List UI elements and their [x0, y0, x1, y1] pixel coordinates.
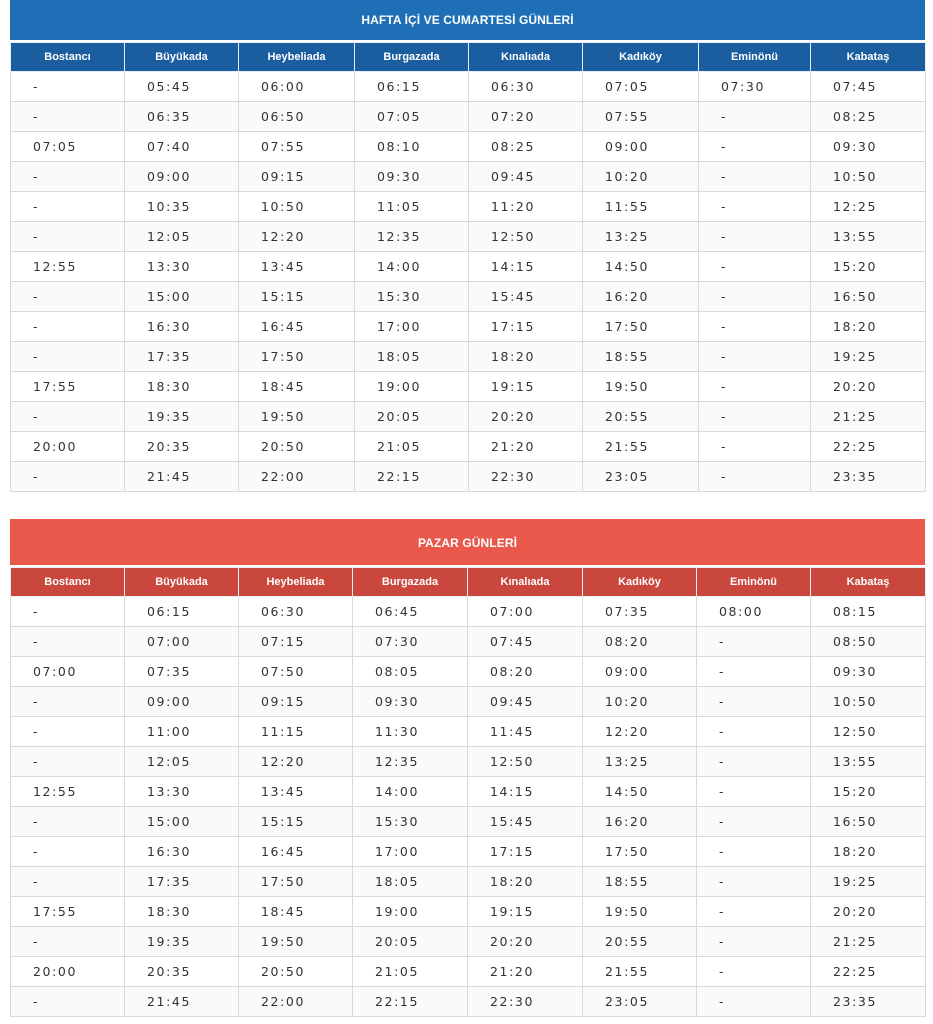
time-cell: - — [697, 987, 811, 1017]
time-cell: 09:00 — [125, 687, 239, 717]
time-cell: 16:45 — [239, 312, 355, 342]
time-cell: 21:05 — [355, 432, 469, 462]
time-cell: 23:35 — [811, 987, 926, 1017]
time-cell: - — [699, 102, 811, 132]
time-cell: 08:10 — [355, 132, 469, 162]
time-cell: - — [699, 192, 811, 222]
time-cell: 13:45 — [239, 252, 355, 282]
time-cell: 12:50 — [811, 717, 926, 747]
table-row — [11, 72, 926, 102]
table-row — [11, 432, 926, 462]
time-cell: 17:15 — [469, 312, 583, 342]
table-row — [11, 132, 926, 162]
time-cell: 12:55 — [11, 777, 125, 807]
time-cell: 18:20 — [811, 312, 926, 342]
table-row — [11, 747, 926, 777]
time-cell: - — [697, 717, 811, 747]
time-cell: - — [699, 162, 811, 192]
time-cell: 06:00 — [239, 72, 355, 102]
table-row — [11, 312, 926, 342]
time-cell: 21:55 — [583, 432, 699, 462]
time-cell: 07:05 — [583, 72, 699, 102]
time-cell: 17:15 — [468, 837, 583, 867]
time-cell: 11:45 — [468, 717, 583, 747]
column-header: Eminönü — [697, 568, 811, 597]
time-cell: 19:35 — [125, 402, 239, 432]
time-cell: 13:30 — [125, 777, 239, 807]
time-cell: 10:35 — [125, 192, 239, 222]
time-cell: - — [11, 402, 125, 432]
time-cell: 07:00 — [468, 597, 583, 627]
column-header: Büyükada — [125, 43, 239, 72]
time-cell: 18:30 — [125, 372, 239, 402]
time-cell: 16:30 — [125, 312, 239, 342]
time-cell: - — [699, 222, 811, 252]
table-row — [11, 462, 926, 492]
time-cell: - — [11, 807, 125, 837]
table-row — [11, 987, 926, 1017]
column-header: Burgazada — [355, 43, 469, 72]
time-cell: 17:50 — [583, 837, 697, 867]
time-cell: 13:45 — [239, 777, 353, 807]
time-cell: 16:50 — [811, 282, 926, 312]
time-cell: - — [11, 222, 125, 252]
time-cell: 14:00 — [355, 252, 469, 282]
time-cell: 18:45 — [239, 897, 353, 927]
time-cell: 12:35 — [353, 747, 468, 777]
column-header: Kadıköy — [583, 43, 699, 72]
time-cell: - — [699, 402, 811, 432]
time-cell: - — [11, 162, 125, 192]
time-cell: 20:20 — [468, 927, 583, 957]
time-cell: 21:25 — [811, 927, 926, 957]
time-cell: 07:00 — [125, 627, 239, 657]
time-cell: 18:20 — [469, 342, 583, 372]
table-row — [11, 687, 926, 717]
time-cell: 09:00 — [583, 132, 699, 162]
time-cell: 18:20 — [468, 867, 583, 897]
time-cell: 13:30 — [125, 252, 239, 282]
time-cell: - — [11, 282, 125, 312]
time-cell: 15:20 — [811, 777, 926, 807]
time-cell: 07:35 — [583, 597, 697, 627]
table-row — [11, 627, 926, 657]
table-row — [11, 372, 926, 402]
time-cell: 15:30 — [353, 807, 468, 837]
time-cell: - — [699, 252, 811, 282]
time-cell: 18:30 — [125, 897, 239, 927]
time-cell: - — [11, 342, 125, 372]
time-cell: 21:05 — [353, 957, 468, 987]
time-cell: 23:05 — [583, 462, 699, 492]
table-row — [11, 402, 926, 432]
time-cell: 13:25 — [583, 747, 697, 777]
time-cell: 09:45 — [469, 162, 583, 192]
time-cell: 21:45 — [125, 987, 239, 1017]
table-row — [11, 282, 926, 312]
table-row — [11, 837, 926, 867]
time-cell: 08:15 — [811, 597, 926, 627]
time-cell: 21:45 — [125, 462, 239, 492]
time-cell: 07:15 — [239, 627, 353, 657]
column-header: Heybeliada — [239, 43, 355, 72]
table-row — [11, 252, 926, 282]
time-cell: 07:45 — [468, 627, 583, 657]
time-cell: 06:30 — [469, 72, 583, 102]
column-header: Kınalıada — [468, 568, 583, 597]
weekday-schedule — [10, 0, 925, 492]
time-cell: - — [697, 867, 811, 897]
time-cell: 12:05 — [125, 747, 239, 777]
column-header-row — [11, 43, 926, 72]
time-cell: 15:45 — [468, 807, 583, 837]
table-row — [11, 927, 926, 957]
time-cell: - — [11, 987, 125, 1017]
time-cell: 17:00 — [355, 312, 469, 342]
sunday-schedule-title: PAZAR GÜNLERİ — [10, 519, 925, 567]
time-cell: 19:00 — [353, 897, 468, 927]
column-header: Kadıköy — [583, 568, 697, 597]
time-cell: 22:30 — [468, 987, 583, 1017]
column-header: Burgazada — [353, 568, 468, 597]
time-cell: 11:00 — [125, 717, 239, 747]
time-cell: 12:20 — [239, 747, 353, 777]
time-cell: 07:55 — [239, 132, 355, 162]
time-cell: - — [697, 837, 811, 867]
time-cell: - — [699, 432, 811, 462]
time-cell: 21:20 — [469, 432, 583, 462]
time-cell: 15:45 — [469, 282, 583, 312]
column-header: Heybeliada — [239, 568, 353, 597]
time-cell: 16:20 — [583, 282, 699, 312]
time-cell: - — [697, 927, 811, 957]
time-cell: 07:45 — [811, 72, 926, 102]
time-cell: 15:20 — [811, 252, 926, 282]
time-cell: 07:55 — [583, 102, 699, 132]
time-cell: 20:00 — [11, 957, 125, 987]
time-cell: 20:00 — [11, 432, 125, 462]
time-cell: 19:35 — [125, 927, 239, 957]
time-cell: - — [11, 192, 125, 222]
time-cell: - — [699, 132, 811, 162]
time-cell: 10:50 — [239, 192, 355, 222]
time-cell: 12:55 — [11, 252, 125, 282]
column-header-row — [11, 568, 926, 597]
time-cell: 09:00 — [125, 162, 239, 192]
time-cell: 09:15 — [239, 162, 355, 192]
time-cell: 12:50 — [469, 222, 583, 252]
weekday-schedule-title: HAFTA İÇİ VE CUMARTESİ GÜNLERİ — [10, 0, 925, 42]
time-cell: 08:20 — [468, 657, 583, 687]
table-row — [11, 717, 926, 747]
time-cell: 20:50 — [239, 957, 353, 987]
time-cell: 20:20 — [811, 372, 926, 402]
time-cell: 06:30 — [239, 597, 353, 627]
time-cell: 13:25 — [583, 222, 699, 252]
time-cell: 18:45 — [239, 372, 355, 402]
table-row — [11, 957, 926, 987]
time-cell: 07:20 — [469, 102, 583, 132]
time-cell: 16:30 — [125, 837, 239, 867]
column-header: Kınalıada — [469, 43, 583, 72]
time-cell: - — [11, 837, 125, 867]
table-row — [11, 897, 926, 927]
time-cell: - — [699, 282, 811, 312]
time-cell: 20:55 — [583, 402, 699, 432]
weekday-schedule-table — [10, 42, 926, 492]
time-cell: 20:05 — [355, 402, 469, 432]
time-cell: 07:30 — [699, 72, 811, 102]
time-cell: 17:50 — [583, 312, 699, 342]
time-cell: - — [11, 597, 125, 627]
time-cell: - — [11, 747, 125, 777]
time-cell: 12:50 — [468, 747, 583, 777]
time-cell: 22:15 — [353, 987, 468, 1017]
time-cell: 18:55 — [583, 867, 697, 897]
time-cell: 10:20 — [583, 687, 697, 717]
time-cell: 20:35 — [125, 957, 239, 987]
column-header: Bostancı — [11, 43, 125, 72]
time-cell: 10:50 — [811, 687, 926, 717]
time-cell: 15:00 — [125, 282, 239, 312]
time-cell: 13:55 — [811, 747, 926, 777]
table-row — [11, 657, 926, 687]
time-cell: - — [699, 312, 811, 342]
time-cell: 16:20 — [583, 807, 697, 837]
time-cell: - — [11, 687, 125, 717]
time-cell: 19:25 — [811, 867, 926, 897]
time-cell: 19:50 — [239, 927, 353, 957]
time-cell: 07:30 — [353, 627, 468, 657]
time-cell: 14:50 — [583, 252, 699, 282]
time-cell: 19:50 — [239, 402, 355, 432]
time-cell: - — [699, 372, 811, 402]
table-row — [11, 777, 926, 807]
time-cell: 18:05 — [355, 342, 469, 372]
time-cell: 08:25 — [811, 102, 926, 132]
time-cell: 15:15 — [239, 807, 353, 837]
time-cell: 06:15 — [355, 72, 469, 102]
time-cell: 12:05 — [125, 222, 239, 252]
time-cell: 22:30 — [469, 462, 583, 492]
time-cell: 20:05 — [353, 927, 468, 957]
time-cell: 11:30 — [353, 717, 468, 747]
time-cell: 22:00 — [239, 462, 355, 492]
time-cell: 14:00 — [353, 777, 468, 807]
time-cell: 22:25 — [811, 432, 926, 462]
time-cell: - — [697, 807, 811, 837]
time-cell: 12:25 — [811, 192, 926, 222]
time-cell: - — [699, 462, 811, 492]
time-cell: - — [11, 312, 125, 342]
time-cell: 08:25 — [469, 132, 583, 162]
sunday-schedule — [10, 519, 925, 1017]
time-cell: 21:20 — [468, 957, 583, 987]
time-cell: 12:20 — [583, 717, 697, 747]
time-cell: 09:30 — [811, 657, 926, 687]
time-cell: 13:55 — [811, 222, 926, 252]
time-cell: 17:00 — [353, 837, 468, 867]
time-cell: 07:50 — [239, 657, 353, 687]
time-cell: 06:50 — [239, 102, 355, 132]
time-cell: 11:05 — [355, 192, 469, 222]
time-cell: 16:45 — [239, 837, 353, 867]
time-cell: - — [697, 897, 811, 927]
time-cell: - — [699, 342, 811, 372]
time-cell: 07:05 — [355, 102, 469, 132]
time-cell: 19:15 — [468, 897, 583, 927]
time-cell: 17:50 — [239, 342, 355, 372]
time-cell: 09:30 — [353, 687, 468, 717]
column-header: Büyükada — [125, 568, 239, 597]
time-cell: 20:50 — [239, 432, 355, 462]
time-cell: 20:20 — [469, 402, 583, 432]
table-row — [11, 162, 926, 192]
column-header: Bostancı — [11, 568, 125, 597]
time-cell: - — [11, 867, 125, 897]
time-cell: 19:25 — [811, 342, 926, 372]
time-cell: - — [697, 627, 811, 657]
time-cell: 22:25 — [811, 957, 926, 987]
time-cell: 18:55 — [583, 342, 699, 372]
time-cell: 09:15 — [239, 687, 353, 717]
time-cell: 20:35 — [125, 432, 239, 462]
time-cell: 09:30 — [811, 132, 926, 162]
time-cell: 17:35 — [125, 867, 239, 897]
time-cell: - — [11, 462, 125, 492]
time-cell: 07:40 — [125, 132, 239, 162]
time-cell: 08:20 — [583, 627, 697, 657]
time-cell: 22:00 — [239, 987, 353, 1017]
time-cell: 08:50 — [811, 627, 926, 657]
time-cell: 15:00 — [125, 807, 239, 837]
time-cell: 10:20 — [583, 162, 699, 192]
time-cell: 17:35 — [125, 342, 239, 372]
time-cell: 20:20 — [811, 897, 926, 927]
column-header: Eminönü — [699, 43, 811, 72]
table-row — [11, 597, 926, 627]
time-cell: 06:35 — [125, 102, 239, 132]
time-cell: 18:20 — [811, 837, 926, 867]
time-cell: 19:00 — [355, 372, 469, 402]
column-header: Kabataş — [811, 568, 926, 597]
time-cell: 18:05 — [353, 867, 468, 897]
time-cell: - — [697, 657, 811, 687]
table-row — [11, 102, 926, 132]
time-cell: - — [697, 687, 811, 717]
time-cell: 22:15 — [355, 462, 469, 492]
time-cell: 07:05 — [11, 132, 125, 162]
table-row — [11, 342, 926, 372]
time-cell: - — [11, 717, 125, 747]
time-cell: 14:50 — [583, 777, 697, 807]
time-cell: 11:20 — [469, 192, 583, 222]
time-cell: 06:15 — [125, 597, 239, 627]
time-cell: 12:20 — [239, 222, 355, 252]
time-cell: 08:05 — [353, 657, 468, 687]
time-cell: 14:15 — [469, 252, 583, 282]
sunday-schedule-table — [10, 567, 926, 1017]
time-cell: 17:55 — [11, 897, 125, 927]
time-cell: - — [11, 102, 125, 132]
time-cell: 15:30 — [355, 282, 469, 312]
time-cell: 07:35 — [125, 657, 239, 687]
time-cell: 21:25 — [811, 402, 926, 432]
time-cell: - — [697, 777, 811, 807]
table-row — [11, 192, 926, 222]
time-cell: - — [697, 957, 811, 987]
time-cell: 15:15 — [239, 282, 355, 312]
time-cell: 09:30 — [355, 162, 469, 192]
time-cell: 16:50 — [811, 807, 926, 837]
time-cell: 23:35 — [811, 462, 926, 492]
time-cell: 19:50 — [583, 897, 697, 927]
time-cell: 14:15 — [468, 777, 583, 807]
time-cell: 09:00 — [583, 657, 697, 687]
time-cell: - — [697, 747, 811, 777]
table-row — [11, 222, 926, 252]
time-cell: 20:55 — [583, 927, 697, 957]
time-cell: 08:00 — [697, 597, 811, 627]
time-cell: 21:55 — [583, 957, 697, 987]
time-cell: 06:45 — [353, 597, 468, 627]
time-cell: 11:55 — [583, 192, 699, 222]
time-cell: 17:55 — [11, 372, 125, 402]
table-row — [11, 867, 926, 897]
time-cell: 07:00 — [11, 657, 125, 687]
time-cell: 17:50 — [239, 867, 353, 897]
time-cell: - — [11, 72, 125, 102]
time-cell: 19:50 — [583, 372, 699, 402]
time-cell: 09:45 — [468, 687, 583, 717]
time-cell: - — [11, 927, 125, 957]
column-header: Kabataş — [811, 43, 926, 72]
time-cell: 05:45 — [125, 72, 239, 102]
time-cell: 10:50 — [811, 162, 926, 192]
time-cell: 11:15 — [239, 717, 353, 747]
time-cell: 23:05 — [583, 987, 697, 1017]
time-cell: - — [11, 627, 125, 657]
time-cell: 19:15 — [469, 372, 583, 402]
time-cell: 12:35 — [355, 222, 469, 252]
table-row — [11, 807, 926, 837]
